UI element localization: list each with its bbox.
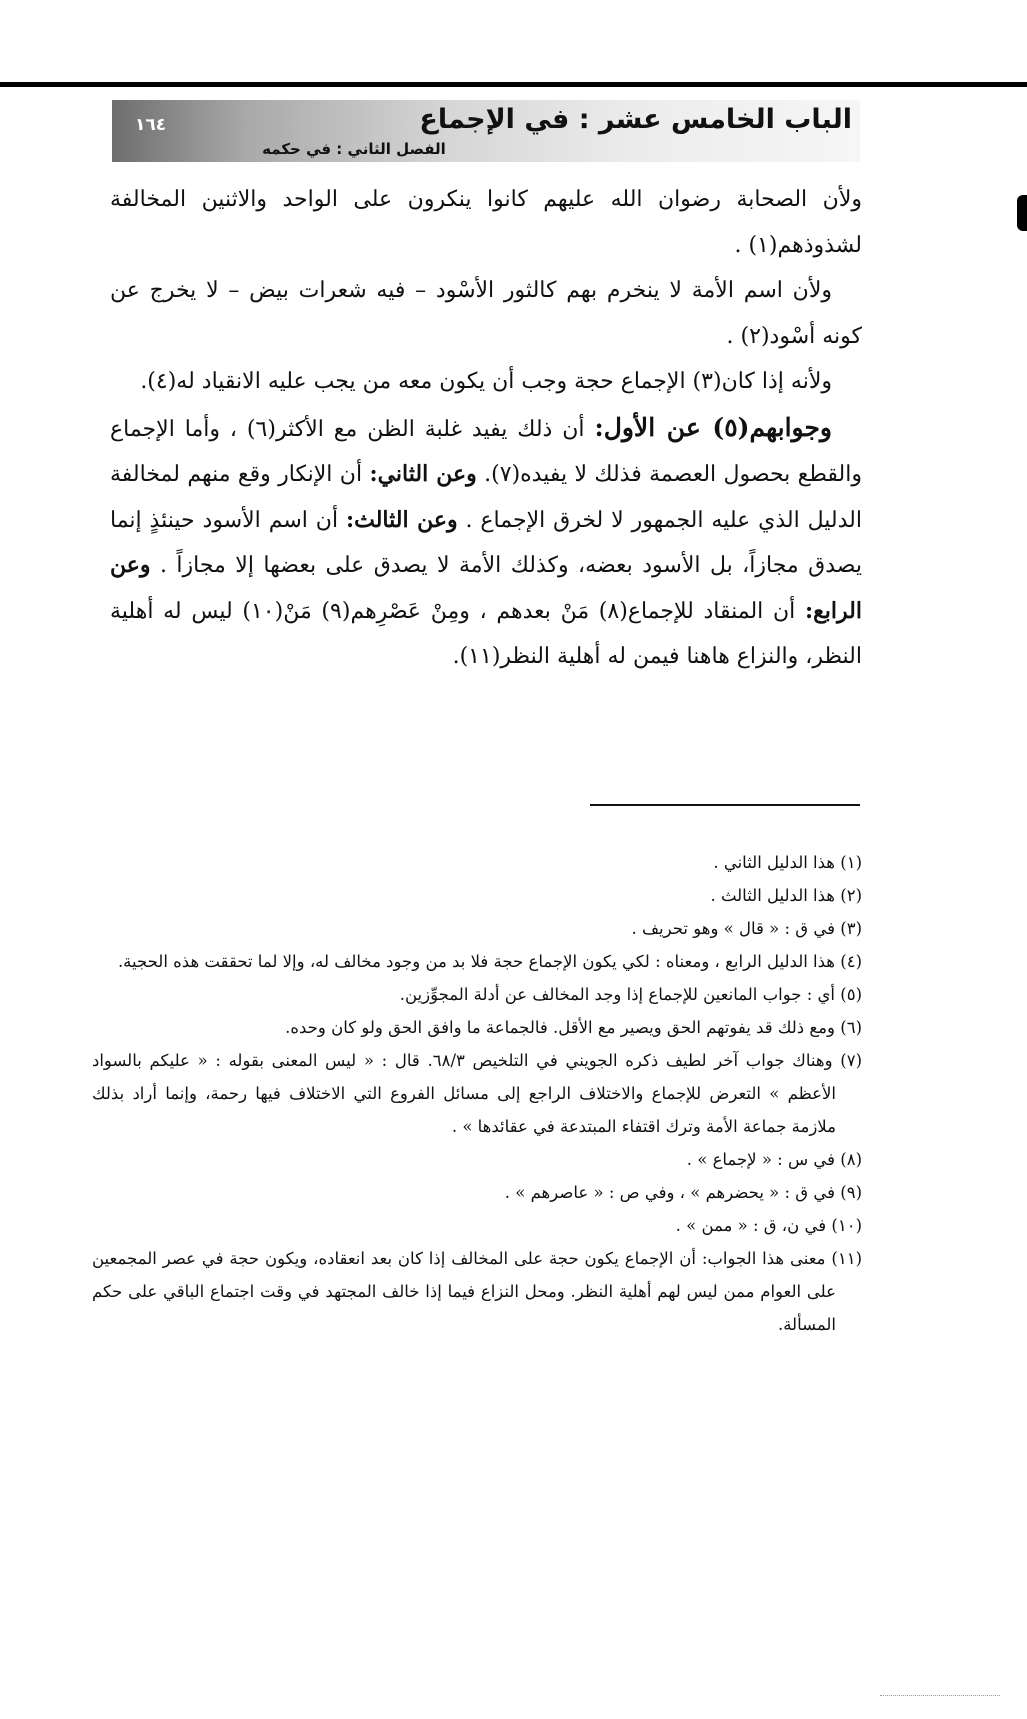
paragraph-4 bbox=[110, 405, 862, 680]
second-label: وعن الثاني: bbox=[369, 461, 477, 487]
answer-label: وجوابهم(٥) عن الأول: bbox=[594, 412, 832, 442]
scan-edge-mark bbox=[880, 1695, 1000, 1697]
footnote: (١١) معنى هذا الجواب: أن الإجماع يكون حجة على المخالف إذا كان بعد انعقاده، ويكون حجة في عصر المجمعين على العوام ممن ليس لهم أهلية النظر. ومحل النزاع فيما إذا خالف المجتهد في وقت اجتماع الباقي على حكم المسألة. bbox=[92, 1249, 862, 1334]
footnote: (٩) في ق : « يحضرهم » ، وفي ص : « عاصرهم » . bbox=[504, 1183, 862, 1202]
top-border-rule bbox=[0, 82, 1027, 87]
answer-text-1: أن ذلك يفيد غلبة الظن مع الأكثر(٦) ، وأما الإجماع والقطع بحصول العصمة فذلك لا يفيده(٧). bbox=[110, 416, 862, 487]
answer-text-3: أن اسم الأسود حينئذٍ إنما يصدق مجازاً، بل الأسود بعضه، وكذلك الأمة لا يصدق على بعضها إلا مجازاً . bbox=[110, 507, 862, 578]
answer-text-2: أن الإنكار وقع منهم لمخالفة الدليل الذي عليه الجمهور لا لخرق الإجماع . bbox=[110, 462, 862, 533]
footnote: (١٠) في ن، ق : « ممن » . bbox=[675, 1216, 862, 1235]
footnote: (١) هذا الدليل الثاني . bbox=[713, 853, 862, 872]
paragraph-1: ولأن الصحابة رضوان الله عليهم كانوا ينكرون على الواحد والاثنين المخالفة لشذوذهم(١) . bbox=[110, 187, 862, 258]
footnotes bbox=[92, 846, 862, 1341]
footnote: (٧) وهناك جواب آخر لطيف ذكره الجويني في التلخيص ٦٨/٣. قال : « ليس المعنى بقوله : « عليكم بالسواد الأعظم » التعرض للإجماع والاختلاف الراجع إلى مسائل الفروع التي الاختلاف فيها رحمة، وإنما أراد بذلك ملازمة جماعة الأمة وترك اقتفاء المبتدعة في عقائدها » . bbox=[92, 1051, 862, 1136]
footnote: (٦) ومع ذلك قد يفوتهم الحق ويصير مع الأقل. فالجماعة ما وافق الحق ولو كان وحده. bbox=[285, 1018, 862, 1037]
chapter-title: الباب الخامس عشر : في الإجماع bbox=[419, 104, 852, 135]
footnote: (٢) هذا الدليل الثالث . bbox=[710, 886, 862, 905]
third-label: وعن الثالث: bbox=[345, 506, 458, 533]
footnote: (٤) هذا الدليل الرابع ، ومعناه : لكي يكون الإجماع حجة فلا بد من وجود مخالف له، وإلا لما تحققت هذه الحجية. bbox=[117, 952, 862, 971]
page-number: ١٦٤ bbox=[135, 115, 167, 135]
footnote: (٨) في س : « لإجماع » . bbox=[686, 1150, 862, 1169]
paragraph-3: ولأنه إذا كان(٣) الإجماع حجة وجب أن يكون معه من يجب عليه الانقياد له(٤). bbox=[140, 369, 832, 394]
answer-text-4: أن المنقاد للإجماع(٨) مَنْ بعدهم ، ومِنْ عَصْرِهم(٩) مَنْ(١٠) ليس له أهلية النظر، والنزاع هاهنا فيمن له أهلية النظر(١١). bbox=[110, 598, 862, 669]
footnote: (٥) أي : جواب المانعين للإجماع إذا وجد المخالف عن أدلة المجوِّزين. bbox=[399, 985, 862, 1004]
section-subtitle: الفصل الثاني : في حكمه bbox=[262, 140, 446, 158]
paragraph-2: ولأن اسم الأمة لا ينخرم بهم كالثور الأسْود – فيه شعرات بيض – لا يخرج عن كونه أسْود(٢) . bbox=[110, 278, 862, 349]
thumb-index-tab bbox=[1017, 195, 1027, 231]
footnote: (٣) في ق : « قال » وهو تحريف . bbox=[631, 919, 862, 938]
main-text bbox=[110, 177, 862, 680]
footnote-separator bbox=[590, 804, 860, 806]
fourth-label: وعن الرابع: bbox=[110, 552, 862, 624]
